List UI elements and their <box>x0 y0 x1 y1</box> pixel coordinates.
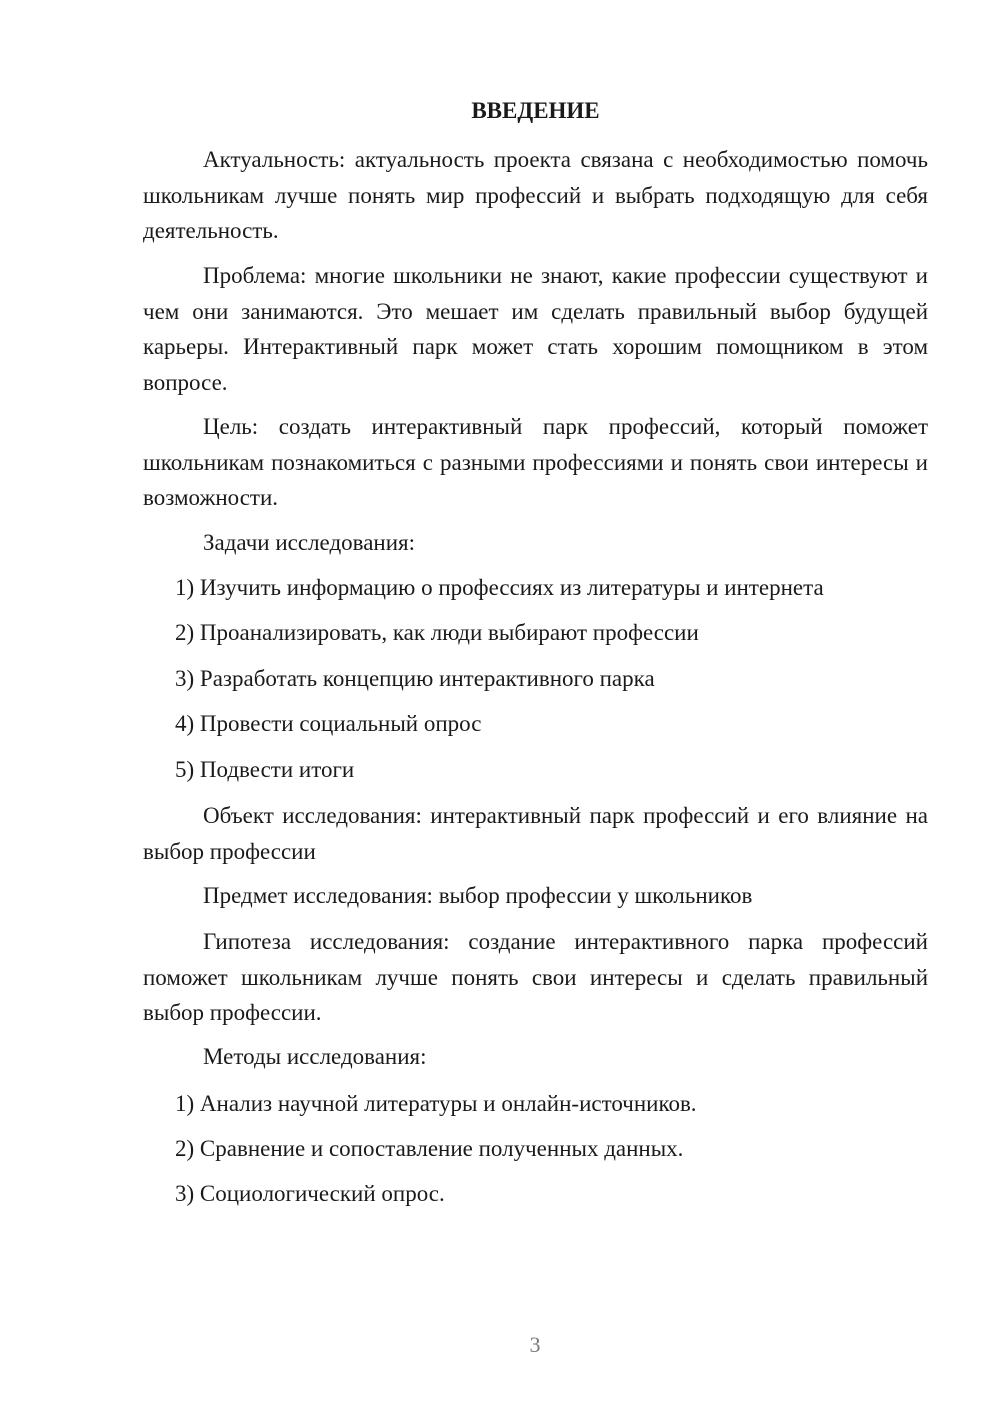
task-item-1: 1) Изучить информацию о профессиях из литературы и интернета <box>175 575 824 600</box>
method-item-1: 1) Анализ научной литературы и онлайн-источников. <box>175 1091 697 1116</box>
paragraph-subject: Предмет исследования: выбор профессии у школьников <box>203 883 753 908</box>
paragraph-object: Объект исследования: интерактивный парк профессий и его влияние на выбор профессии <box>143 803 928 864</box>
tasks-title: Задачи исследования: <box>203 530 416 555</box>
paragraph-problem: Проблема: многие школьники не знают, какие профессии существуют и чем они занимаются. Это мешает им сделать правильный выбор будущей карьеры. Интерактивный парк может стать хорошим помощником в этом вопросе. <box>143 263 928 395</box>
paragraph-hypothesis: Гипотеза исследования: создание интерактивного парка профессий поможет школьникам лучше понять свои интересы и сделать правильный выбор профессии. <box>143 929 928 1025</box>
page-number: 3 <box>529 1332 541 1357</box>
task-item-2: 2) Проанализировать, как люди выбирают профессии <box>175 620 699 645</box>
paragraph-goal: Цель: создать интерактивный парк профессий, который поможет школьникам познакомиться с разными профессиями и понять свои интересы и возможности. <box>143 414 928 510</box>
paragraph-relevance: Актуальность: актуальность проекта связана с необходимостью помочь школьникам лучше понять мир профессий и выбрать подходящую для себя деятельность. <box>143 147 928 243</box>
task-item-3: 3) Разработать концепцию интерактивного парка <box>175 666 655 691</box>
method-item-2: 2) Сравнение и сопоставление полученных данных. <box>175 1136 684 1161</box>
task-item-5: 5) Подвести итоги <box>175 757 355 782</box>
task-item-4: 4) Провести социальный опрос <box>175 711 482 736</box>
page-heading: ВВЕДЕНИЕ <box>471 98 600 123</box>
method-item-3: 3) Социологический опрос. <box>175 1181 445 1206</box>
methods-title: Методы исследования: <box>203 1044 427 1069</box>
